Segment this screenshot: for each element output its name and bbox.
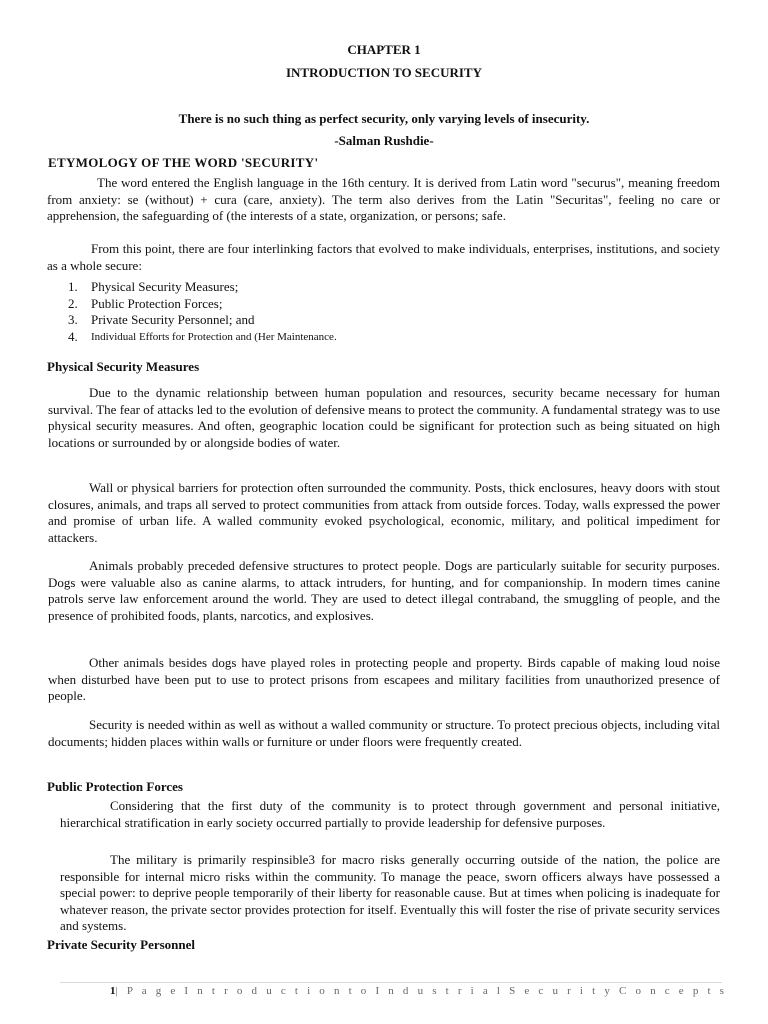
etymology-paragraph-1: The word entered the English language in the 16th century. It is derived from Latin word "securus", meaning freedom from anxiety: se (without) + cura (care, anxiety). The term also derives from the Latin "Securitas", feeling no care or apprehension, the safeguarding of (the interests of a state, organization, or persons; safe. <box>47 175 720 223</box>
factors-list <box>68 279 337 345</box>
public-paragraph-2: The military is primarily respinsible3 for macro risks generally occurring outside of the nation, the police are responsible for internal micro risks within the community. To manage the peace, sworn officers always have possessed a special power: to deprive people temporarily of their liberty for reasonable cause. But at times when policing is inadequate for whatever reason, the private sector provides protection for itself. Eventually this will foster the rise of private security services and systems. <box>60 852 720 933</box>
physical-heading: Physical Security Measures <box>47 359 200 374</box>
physical-paragraph-2: Wall or physical barriers for protection often surrounded the community. Posts, thick enclosures, heavy doors with stout closures, animals, and traps all served to protect communities from attack from outside forces. Today, walls expressed the power and promise of urban life. A walled community evoked psychological, economic, military, and political impediment for attackers. <box>48 480 720 545</box>
footer-divider <box>60 982 722 983</box>
public-paragraph-1: Considering that the first duty of the community is to protect through government and personal initiative, hierarchical stratification in early society occurred partially to provide leadership for defensive purposes. <box>60 798 720 830</box>
footer-text: | P a g e I n t r o d u c t i o n t o I n d u s t r i a l S e c u r i t y C o n c e p t s <box>115 985 728 997</box>
physical-paragraph-3: Animals probably preceded defensive structures to protect people. Dogs are particularly suitable for security purposes. Dogs were valuable also as canine alarms, to attack intruders, for hunting, and for companionship. In modern times canine patrols serve law enforcement around the world. They are used to detect illegal contraband, the smuggling of people, and the presence of prohibited foods, plants, narcotics, and explosives. <box>48 558 720 623</box>
quote: There is no such thing as perfect security, only varying levels of insecurity. <box>178 111 590 126</box>
private-heading: Private Security Personnel <box>47 937 196 952</box>
page-number: 1 <box>110 985 116 997</box>
chapter-title: INTRODUCTION TO SECURITY <box>285 65 482 80</box>
etymology-paragraph-2: From this point, there are four interlinking factors that evolved to make individuals, enterprises, institutions, and society as a whole secure: <box>47 241 720 273</box>
public-heading: Public Protection Forces <box>47 779 183 794</box>
list-item: 1. Physical Security Measures; <box>68 279 239 294</box>
quote-author: -Salman Rushdie- <box>334 133 434 148</box>
physical-paragraph-5: Security is needed within as well as without a walled community or structure. To protect precious objects, including vital documents; hidden places within walls or furniture or under floors were frequently created. <box>48 717 720 749</box>
list-item: 4. Individual Efforts for Protection and (Her Maintenance. <box>68 328 337 344</box>
list-item: 2. Public Protection Forces; <box>68 295 223 311</box>
chapter-label: CHAPTER 1 <box>347 42 421 57</box>
list-item: 3. Private Security Personnel; and <box>68 312 255 327</box>
etymology-heading: ETYMOLOGY OF THE WORD 'SECURITY' <box>48 155 319 170</box>
physical-paragraph-4: Other animals besides dogs have played roles in protecting people and property. Birds capable of making loud noise when disturbed have been put to use to protect prisons from escapees and military facilities from unauthorized presence of people. <box>48 655 720 703</box>
physical-paragraph-1: Due to the dynamic relationship between human population and resources, security became necessary for human survival. The fear of attacks led to the evolution of defensive means to protect the community. A fundamental strategy was to use physical security measures. And often, geographic location could be significant for protection such as being situated on high locations or surrounded by or alongside bodies of water. <box>48 385 720 450</box>
page-footer <box>110 985 727 997</box>
